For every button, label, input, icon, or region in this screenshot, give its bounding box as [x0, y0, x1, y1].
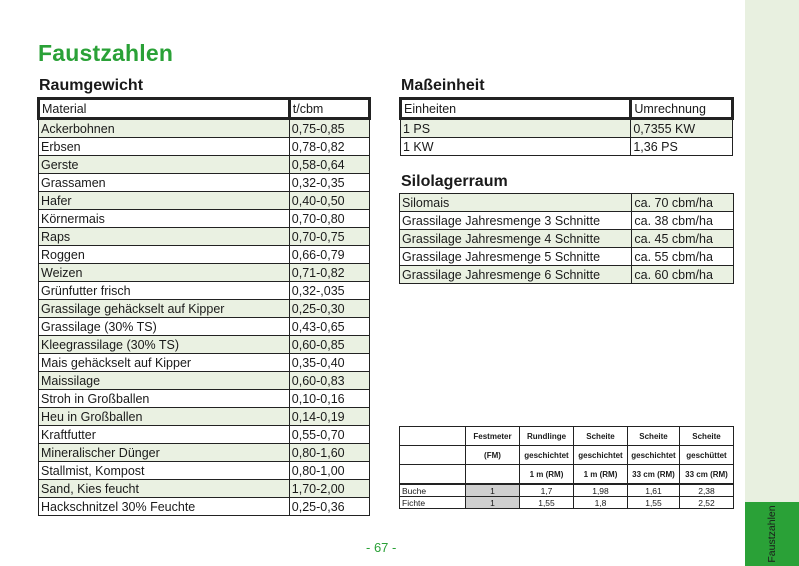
raumgewicht-value-cell: 0,80-1,00: [289, 462, 369, 480]
raumgewicht-label-cell: Grassamen: [39, 174, 290, 192]
raumgewicht-label-cell: Mineralischer Dünger: [39, 444, 290, 462]
raumgewicht-label-cell: Körnermais: [39, 210, 290, 228]
raumgewicht-label-cell: Maissilage: [39, 372, 290, 390]
side-tab-faustzahlen[interactable]: [745, 502, 799, 566]
raumgewicht-value-cell: 0,78-0,82: [289, 138, 369, 156]
raumgewicht-label-cell: Mais gehäckselt auf Kipper: [39, 354, 290, 372]
raumgewicht-label-cell: Raps: [39, 228, 290, 246]
raumgewicht-label-cell: Ackerbohnen: [39, 119, 290, 138]
raumgewicht-label-cell: Gerste: [39, 156, 290, 174]
holz-umrechnung-table: [399, 426, 734, 509]
holz-header-cell: [466, 465, 520, 485]
holz-corner-cell: [400, 465, 466, 485]
holz-row: [400, 497, 734, 509]
raumgewicht-row: [39, 246, 370, 264]
holz-header-cell: Scheite: [680, 427, 734, 446]
holz-header-cell: Scheite: [574, 427, 628, 446]
holz-value-cell: 1,8: [574, 497, 628, 509]
holz-row: [400, 484, 734, 497]
page-title: Faustzahlen: [38, 40, 174, 66]
raumgewicht-label-cell: Kraftfutter: [39, 426, 290, 444]
raumgewicht-label-cell: Hackschnitzel 30% Feuchte: [39, 498, 290, 516]
masseinheit-heading: Maßeinheit: [401, 77, 485, 94]
holz-header-row: [400, 427, 734, 446]
raumgewicht-value-cell: 0,55-0,70: [289, 426, 369, 444]
raumgewicht-row: [39, 174, 370, 192]
raumgewicht-row: [39, 138, 370, 156]
holz-header-cell: geschichtet: [628, 446, 680, 465]
raumgewicht-row: [39, 498, 370, 516]
raumgewicht-row: [39, 480, 370, 498]
raumgewicht-label-cell: Heu in Großballen: [39, 408, 290, 426]
raumgewicht-value-cell: 0,60-0,85: [289, 336, 369, 354]
raumgewicht-label-cell: Weizen: [39, 264, 290, 282]
raumgewicht-value-cell: 0,35-0,40: [289, 354, 369, 372]
raumgewicht-row: [39, 462, 370, 480]
masseinheit-row: [401, 138, 733, 156]
raumgewicht-value-cell: 0,75-0,85: [289, 119, 369, 138]
raumgewicht-row: [39, 210, 370, 228]
masseinheit-value-cell: 0,7355 KW: [631, 119, 733, 138]
silo-value-cell: ca. 70 cbm/ha: [632, 194, 734, 212]
raumgewicht-label-cell: Kleegrassilage (30% TS): [39, 336, 290, 354]
raumgewicht-label-cell: Erbsen: [39, 138, 290, 156]
holz-value-cell: 1,55: [628, 497, 680, 509]
raumgewicht-row: [39, 444, 370, 462]
holz-header-cell: Festmeter: [466, 427, 520, 446]
holz-header-cell: 33 cm (RM): [628, 465, 680, 485]
holz-header-cell: Rundlinge: [520, 427, 574, 446]
raumgewicht-heading: Raumgewicht: [39, 77, 144, 94]
holz-header-cell: (FM): [466, 446, 520, 465]
raumgewicht-row: [39, 300, 370, 318]
raumgewicht-label-cell: Grassilage gehäckselt auf Kipper: [39, 300, 290, 318]
raumgewicht-header-row: [39, 99, 370, 119]
silo-value-cell: ca. 45 cbm/ha: [632, 230, 734, 248]
raumgewicht-row: [39, 192, 370, 210]
silo-label-cell: Grassilage Jahresmenge 3 Schnitte: [400, 212, 632, 230]
silo-row: [400, 194, 734, 212]
masseinheit-header-cell: Einheiten: [401, 99, 631, 119]
raumgewicht-row: [39, 119, 370, 138]
raumgewicht-value-cell: 0,25-0,36: [289, 498, 369, 516]
masseinheit-header-row: [401, 99, 733, 119]
masseinheit-row: [401, 119, 733, 138]
raumgewicht-row: [39, 282, 370, 300]
raumgewicht-value-cell: 0,58-0,64: [289, 156, 369, 174]
holz-value-cell: 1,61: [628, 484, 680, 497]
raumgewicht-value-cell: 0,80-1,60: [289, 444, 369, 462]
raumgewicht-row: [39, 408, 370, 426]
holz-wood-type: Fichte: [400, 497, 466, 509]
silo-label-cell: Grassilage Jahresmenge 5 Schnitte: [400, 248, 632, 266]
holz-value-cell: 1: [466, 497, 520, 509]
holz-wood-type: Buche: [400, 484, 466, 497]
raumgewicht-value-cell: 0,71-0,82: [289, 264, 369, 282]
holz-value-cell: 1,55: [520, 497, 574, 509]
raumgewicht-label-cell: Stroh in Großballen: [39, 390, 290, 408]
page-number: - 67 -: [366, 540, 397, 555]
holz-value-cell: 1,98: [574, 484, 628, 497]
raumgewicht-row: [39, 336, 370, 354]
raumgewicht-value-cell: 0,32-,035: [289, 282, 369, 300]
masseinheit-table: [399, 97, 734, 156]
raumgewicht-row: [39, 228, 370, 246]
raumgewicht-value-cell: 0,66-0,79: [289, 246, 369, 264]
holz-header-cell: geschichtet: [574, 446, 628, 465]
holz-header-cell: geschichtet: [520, 446, 574, 465]
silo-row: [400, 248, 734, 266]
holz-value-cell: 2,38: [680, 484, 734, 497]
silo-value-cell: ca. 55 cbm/ha: [632, 248, 734, 266]
side-tab-label: Faustzahlen: [766, 505, 778, 563]
raumgewicht-label-cell: Sand, Kies feucht: [39, 480, 290, 498]
raumgewicht-label-cell: Stallmist, Kompost: [39, 462, 290, 480]
silo-label-cell: Grassilage Jahresmenge 4 Schnitte: [400, 230, 632, 248]
raumgewicht-header-cell: t/cbm: [289, 99, 369, 119]
masseinheit-label-cell: 1 KW: [401, 138, 631, 156]
raumgewicht-value-cell: 0,25-0,30: [289, 300, 369, 318]
raumgewicht-row: [39, 390, 370, 408]
raumgewicht-row: [39, 318, 370, 336]
silolagerraum-table: [399, 193, 734, 284]
silo-row: [400, 230, 734, 248]
raumgewicht-row: [39, 372, 370, 390]
raumgewicht-row: [39, 426, 370, 444]
holz-header-row: [400, 465, 734, 485]
raumgewicht-header-cell: Material: [39, 99, 290, 119]
holz-value-cell: 1,7: [520, 484, 574, 497]
raumgewicht-table: [37, 97, 371, 516]
holz-value-cell: 1: [466, 484, 520, 497]
sidebar-strip: [745, 0, 799, 566]
silo-value-cell: ca. 38 cbm/ha: [632, 212, 734, 230]
holz-header-cell: 1 m (RM): [574, 465, 628, 485]
raumgewicht-value-cell: 0,32-0,35: [289, 174, 369, 192]
holz-corner-cell: [400, 427, 466, 446]
holz-corner-cell: [400, 446, 466, 465]
holz-header-cell: geschüttet: [680, 446, 734, 465]
silo-value-cell: ca. 60 cbm/ha: [632, 266, 734, 284]
raumgewicht-row: [39, 264, 370, 282]
raumgewicht-label-cell: Roggen: [39, 246, 290, 264]
masseinheit-value-cell: 1,36 PS: [631, 138, 733, 156]
silo-row: [400, 266, 734, 284]
raumgewicht-label-cell: Hafer: [39, 192, 290, 210]
raumgewicht-label-cell: Grassilage (30% TS): [39, 318, 290, 336]
holz-header-cell: 33 cm (RM): [680, 465, 734, 485]
silo-label-cell: Grassilage Jahresmenge 6 Schnitte: [400, 266, 632, 284]
raumgewicht-value-cell: 0,60-0,83: [289, 372, 369, 390]
raumgewicht-value-cell: 1,70-2,00: [289, 480, 369, 498]
masseinheit-header-cell: Umrechnung: [631, 99, 733, 119]
raumgewicht-value-cell: 0,14-0,19: [289, 408, 369, 426]
holz-header-cell: 1 m (RM): [520, 465, 574, 485]
holz-header-cell: Scheite: [628, 427, 680, 446]
raumgewicht-value-cell: 0,70-0,80: [289, 210, 369, 228]
raumgewicht-row: [39, 354, 370, 372]
raumgewicht-value-cell: 0,40-0,50: [289, 192, 369, 210]
raumgewicht-value-cell: 0,43-0,65: [289, 318, 369, 336]
raumgewicht-row: [39, 156, 370, 174]
silolagerraum-heading: Silolagerraum: [401, 173, 508, 190]
raumgewicht-label-cell: Grünfutter frisch: [39, 282, 290, 300]
masseinheit-label-cell: 1 PS: [401, 119, 631, 138]
holz-value-cell: 2,52: [680, 497, 734, 509]
holz-header-row: [400, 446, 734, 465]
raumgewicht-value-cell: 0,10-0,16: [289, 390, 369, 408]
raumgewicht-value-cell: 0,70-0,75: [289, 228, 369, 246]
silo-row: [400, 212, 734, 230]
silo-label-cell: Silomais: [400, 194, 632, 212]
